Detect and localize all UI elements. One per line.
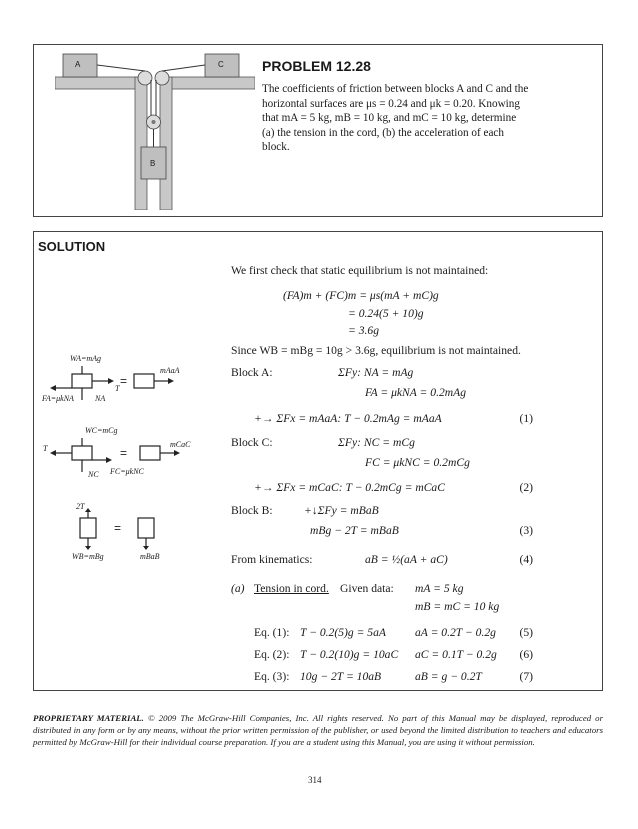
- static-eq-1: (FA)m + (FC)m = μs(mA + mC)g: [283, 289, 439, 302]
- eq-number-4: (4): [519, 553, 533, 566]
- eq-row-right: aA = 0.2T − 0.2g: [415, 626, 496, 639]
- fbd-b-w: WB=mBg: [72, 552, 104, 561]
- fbd-equals: =: [120, 374, 128, 388]
- pulley-figure: [55, 50, 255, 210]
- footer-label: PROPRIETARY MATERIAL.: [33, 713, 144, 723]
- eq-number-1: (1): [519, 412, 533, 425]
- statement-line: (a) the tension in the cord, (b) the acceleration of each: [262, 126, 504, 139]
- eq-number-7: (7): [519, 670, 533, 683]
- figure-label-a: A: [75, 60, 81, 69]
- fbd-a-n: NA: [95, 394, 106, 403]
- figure-label-c: C: [218, 60, 224, 69]
- eq-row-right: aB = g − 0.2T: [415, 670, 482, 683]
- block-c-eq-1: ΣFy: NC = mCg: [338, 436, 415, 449]
- since-line: Since WB = mBg = 10g > 3.6g, equilibrium is not maintained.: [231, 344, 521, 357]
- eq-number-5: (5): [519, 626, 533, 639]
- fbd-equals: =: [120, 446, 128, 460]
- page-number: 314: [308, 775, 322, 785]
- eq-number-6: (6): [519, 648, 533, 661]
- eq-number-3: (3): [519, 524, 533, 537]
- footer-notice: [33, 712, 603, 748]
- eq-row-left: 10g − 2T = 10aB: [300, 670, 382, 683]
- block-a-label: Block A:: [231, 366, 273, 379]
- problem-title: PROBLEM 12.28: [262, 58, 371, 74]
- block-a-eq-3: +→ ΣFx = mAaA: T − 0.2mAg = mAaA: [254, 412, 442, 425]
- block-a-eq-1: ΣFy: NA = mAg: [338, 366, 414, 379]
- kinematics-eq: aB = ½(aA + aC): [365, 553, 448, 566]
- fbd-c-r: mCaC: [170, 440, 191, 449]
- eq-row-left: T − 0.2(5)g = 5aA: [300, 626, 386, 639]
- part-a-given: Given data:: [340, 582, 394, 595]
- block-c-eq-2: FC = μkNC = 0.2mCg: [365, 456, 470, 469]
- part-a-title: Tension in cord.: [254, 582, 329, 595]
- eq-row-label: Eq. (1):: [254, 626, 290, 639]
- problem-statement: [262, 82, 582, 155]
- solution-heading: SOLUTION: [38, 239, 106, 254]
- given-2: mB = mC = 10 kg: [415, 600, 500, 613]
- eq-number-2: (2): [519, 481, 533, 494]
- fbd-a-r: mAaA: [160, 366, 180, 375]
- block-c-eq-3: +→ ΣFx = mCaC: T − 0.2mCg = mCaC: [254, 481, 445, 494]
- statement-line: block.: [262, 141, 290, 153]
- part-a-label: (a): [231, 582, 245, 595]
- footer-text: © 2009 The McGraw-Hill Companies, Inc. All rights reserved. No part of this Manual may be displayed, reproduced or distributed in any form or by any means, without the prior written permission of the publisher, or used beyond the limited distribution to teachers and educators permitted by McGraw-Hill for their individual course preparation. If you are a student using this Manual, you are using it without permission.: [33, 713, 604, 747]
- solution-intro: We first check that static equilibrium is not maintained:: [231, 264, 489, 277]
- eq-row-left: T − 0.2(10)g = 10aC: [300, 648, 399, 661]
- static-eq-3: = 3.6g: [348, 324, 380, 337]
- fbd-a-f: FA=μkNA: [42, 394, 74, 403]
- statement-line: The coefficients of friction between blocks A and C and the: [262, 83, 529, 95]
- fbd-c-t: T: [43, 444, 48, 453]
- fbd-a-t: T: [115, 384, 120, 393]
- statement-line: that mA = 5 kg, mB = 10 kg, and mC = 10 kg, determine: [262, 112, 517, 124]
- block-a-eq-2: FA = μkNA = 0.2mAg: [365, 386, 467, 399]
- figure-label-b: B: [150, 159, 156, 168]
- statement-line: horizontal surfaces are μs = 0.24 and μk = 0.20. Knowing: [262, 97, 520, 110]
- eq-row-label: Eq. (2):: [254, 648, 290, 661]
- fbd-c-top: WC=mCg: [85, 426, 118, 435]
- fbd-equals: =: [114, 521, 122, 535]
- eq-row-right: aC = 0.1T − 0.2g: [415, 648, 497, 661]
- fbd-b-r: mBaB: [140, 552, 160, 561]
- fbd-b-top: 2T: [76, 502, 85, 511]
- block-c-label: Block C:: [231, 436, 273, 449]
- eq-row-label: Eq. (3):: [254, 670, 290, 683]
- fbd-a-top: WA=mAg: [70, 354, 102, 363]
- fbd-c-n: NC: [88, 470, 99, 479]
- static-eq-2: = 0.24(5 + 10)g: [348, 307, 424, 320]
- block-b-eq-1: +↓ΣFy = mBaB: [304, 504, 379, 517]
- given-1: mA = 5 kg: [415, 582, 464, 595]
- block-b-eq-2: mBg − 2T = mBaB: [310, 524, 399, 537]
- block-b-label: Block B:: [231, 504, 273, 517]
- kinematics-label: From kinematics:: [231, 553, 313, 566]
- fbd-c-f: FC=μkNC: [110, 467, 144, 476]
